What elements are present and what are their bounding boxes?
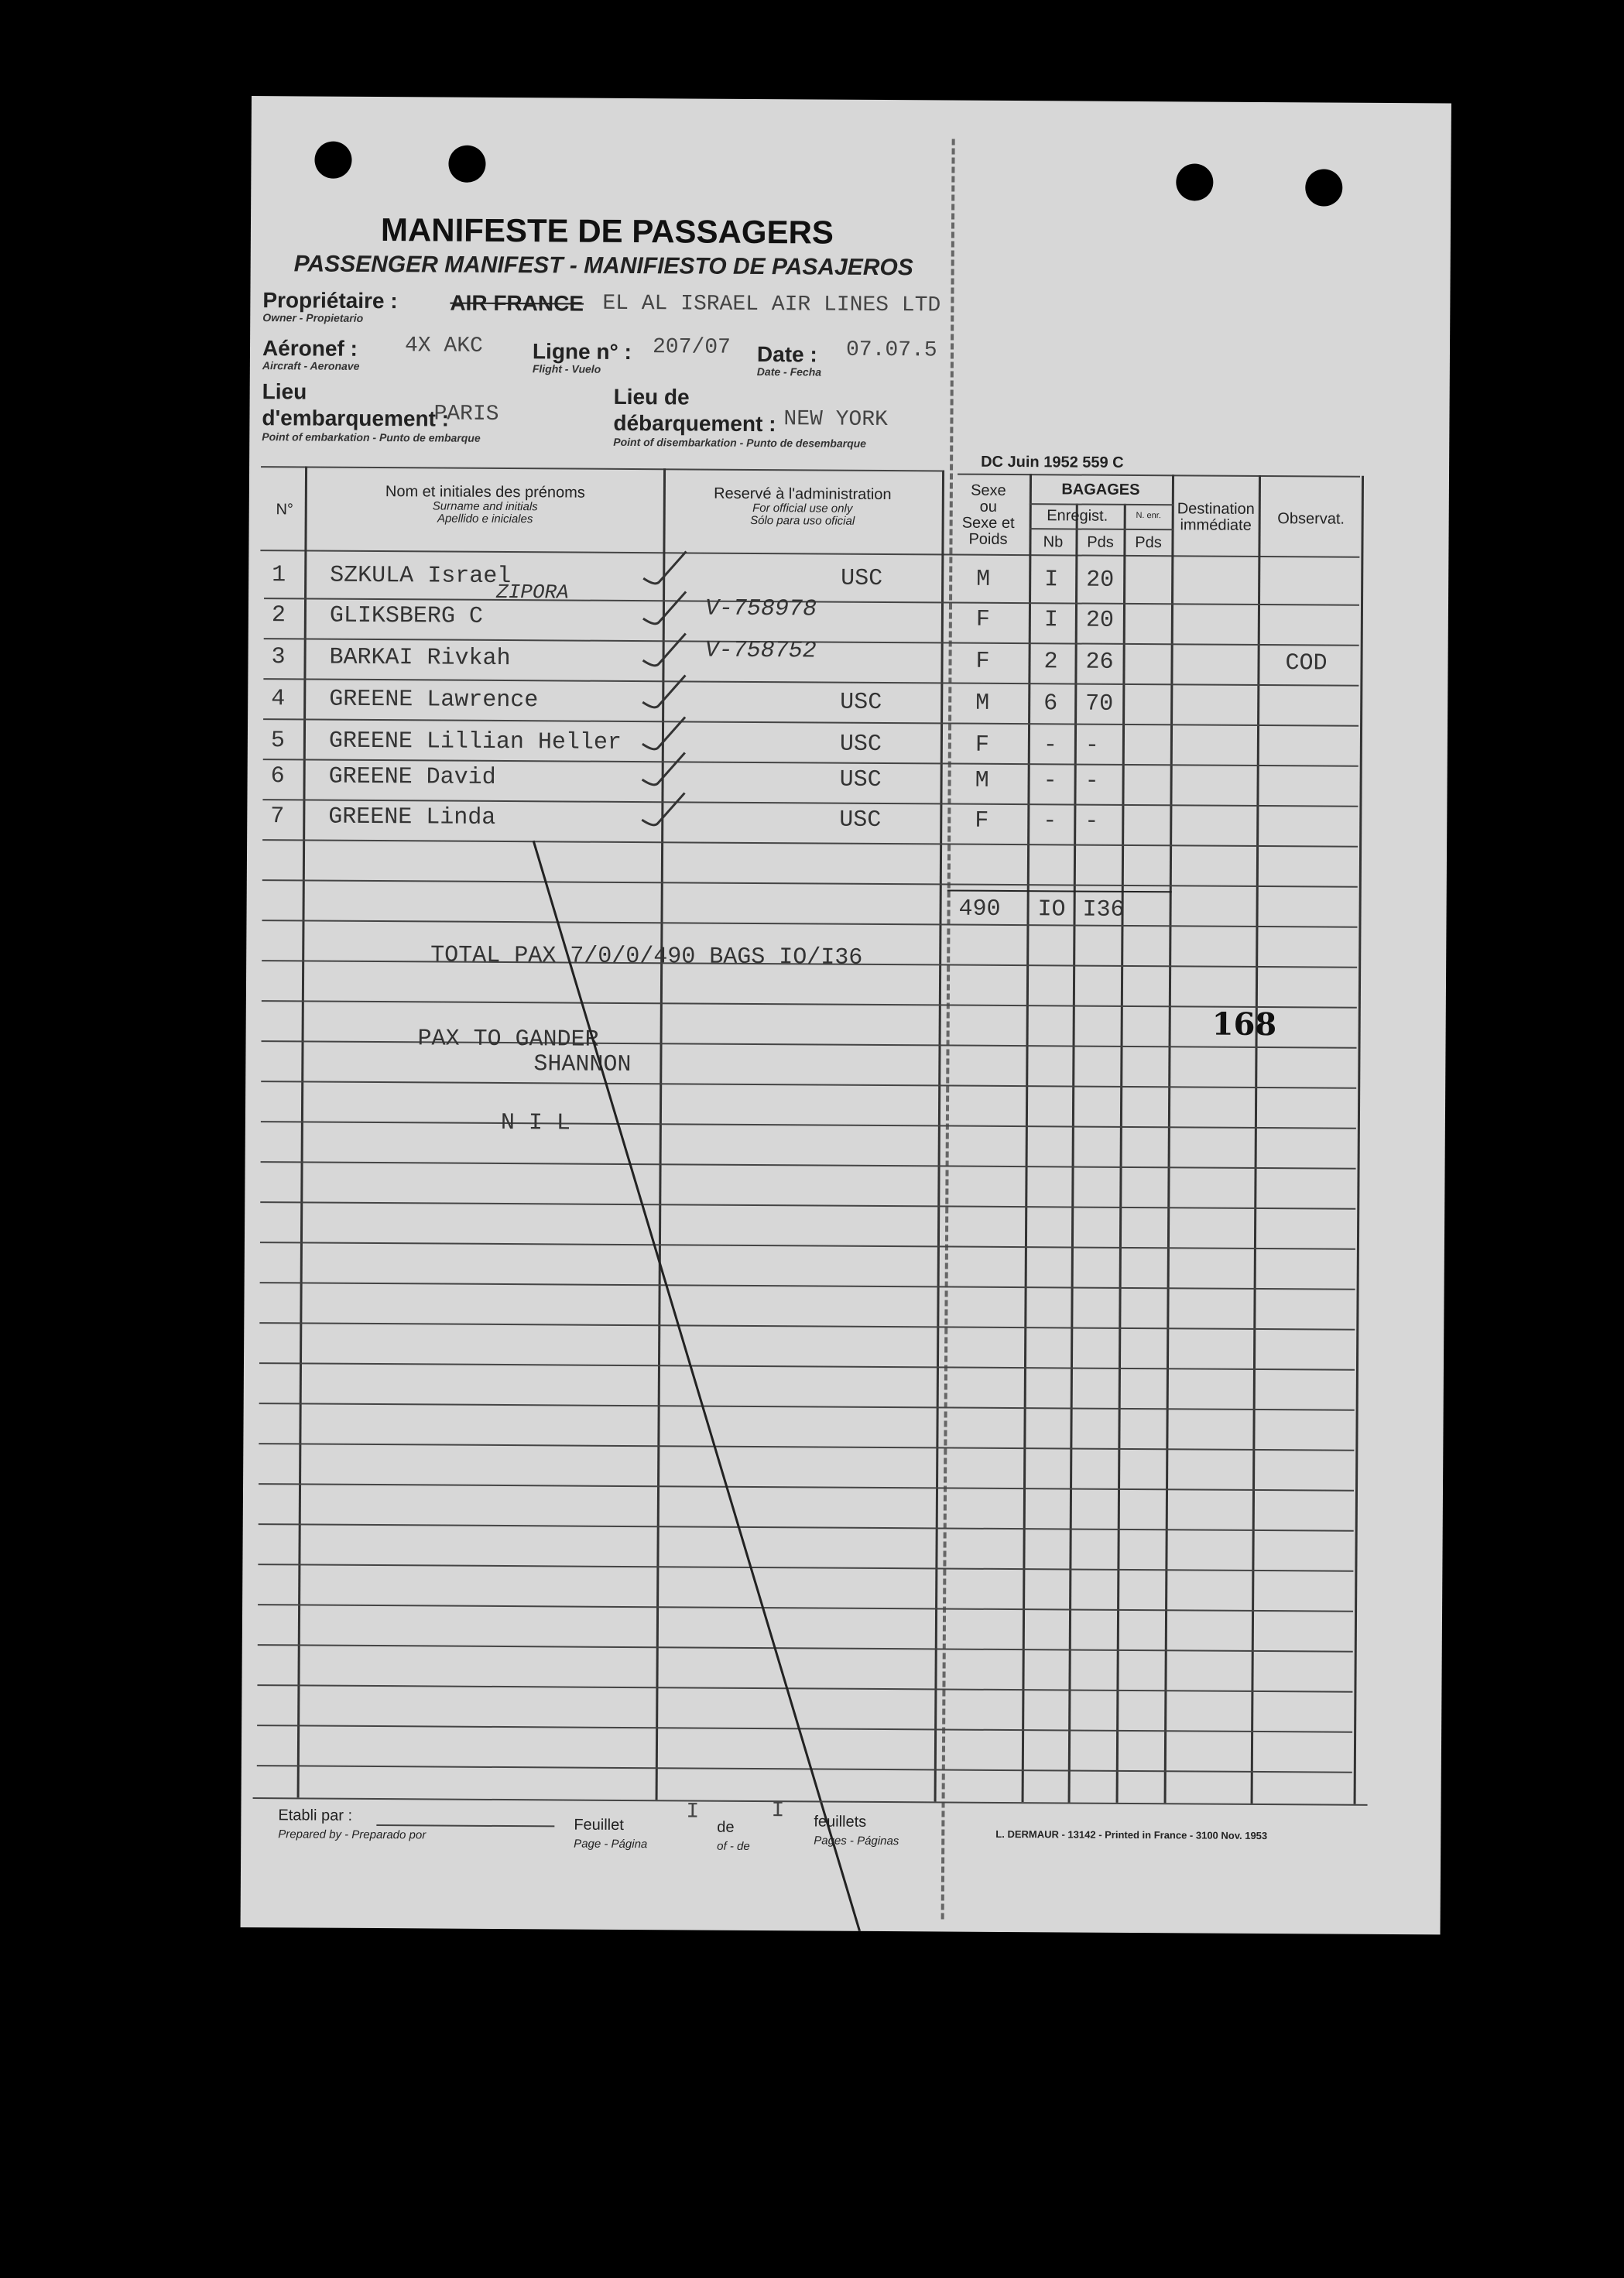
passenger-name: GREENE Lillian Heller [328,728,622,756]
owner-struck: AIR FRANCE [450,290,584,316]
passenger-name: SZKULA Israel [330,562,512,591]
row-number: 5 [270,728,286,755]
printer-info: L. DERMAUR - 13142 - Printed in France - 3100 Nov. 1953 [995,1828,1268,1842]
date-sub: Date - Fecha [756,365,822,379]
row-number: 7 [270,803,285,831]
shannon: SHANNON [533,1051,632,1079]
nil-remark: N I L [500,1109,571,1137]
sex: F [975,807,989,834]
passenger-name: GREENE David [328,763,496,791]
flight-sub: Flight - Vuelo [532,362,601,375]
admin-mark: V-758752 [704,637,817,665]
admin-mark: USC [839,807,882,834]
aircraft-sub: Aircraft - Aeronave [262,359,360,372]
admin-mark: USC [841,565,883,592]
bag-weight: - [1084,768,1099,795]
embark-value: PARIS [433,402,499,426]
total-bag-weight: I36 [1082,896,1125,923]
pages-label: feuillets Pages - Páginas [814,1813,899,1848]
date-label: Date : [756,341,817,367]
bag-count: - [1043,732,1058,759]
sex: M [975,690,990,717]
total-pax-line: TOTAL PAX 7/0/0/490 BAGS IO/I36 [430,942,863,971]
bag-weight: 20 [1085,607,1114,634]
disembark-label-2: débarquement : [613,410,776,437]
bag-count: 2 [1043,649,1058,676]
bag-weight: 26 [1085,649,1114,676]
admin-mark: USC [840,689,882,716]
passenger-name: BARKAI Rivkah [329,644,511,673]
page-label: Feuillet Page - Página [574,1816,648,1852]
form-code: DC Juin 1952 559 C [981,453,1124,471]
passenger-name: GREENE Lawrence [329,686,539,714]
col-header-sex: Sexe ou Sexe et Poids [961,481,1015,548]
manifest-sheet [241,96,1451,1934]
col-header-no: N° [276,501,294,519]
disembark-value: NEW YORK [783,407,888,433]
disembark-sub: Point of disembarkation - Punto de desembarque [613,435,867,450]
sex: M [976,566,991,593]
stamp-number: 168 [1211,1005,1277,1043]
date-value: 07.07.5 [845,337,937,363]
sex: M [975,767,989,794]
aircraft-value: 4X AKC [404,334,483,358]
bag-count: - [1043,808,1057,835]
passenger-name: GLIKSBERG C [329,602,484,630]
pax-to-gander: PAX TO GANDER [417,1026,599,1053]
row-number: 6 [270,763,285,790]
row-number: 3 [271,644,286,671]
bag-weight: 70 [1085,690,1114,718]
observation: COD [1285,650,1328,677]
bag-weight: - [1084,732,1100,759]
sex: F [975,606,991,633]
col-header-admin: Reservé à l'administration For official use only Sólo para uso oficial [714,485,892,528]
col-header-name: Nom et initiales des prénoms Surname and initials Apellido e iniciales [385,483,585,526]
row-number: 2 [271,602,286,629]
admin-mark: V-758978 [704,595,817,623]
col-header-nenr: N. enr. [1136,510,1161,521]
total-bag-count: IO [1037,896,1066,923]
sex: F [975,731,990,759]
page-number: I [686,1800,700,1824]
bag-count: I [1044,567,1059,594]
passenger-name: GREENE Linda [328,803,496,831]
bag-count: 6 [1043,690,1058,718]
col-header-enregist: Enregist. [1047,507,1108,525]
of-label: de of - de [717,1818,750,1853]
disembark-label-1: Lieu de [613,384,690,409]
bag-weight: 20 [1086,567,1115,594]
row-number: 4 [271,686,286,713]
bag-count: I [1043,607,1059,634]
page-title: MANIFESTE DE PASSAGERS [380,211,834,251]
flight-label: Ligne n° : [532,339,632,365]
col-header-destination: Destination immédiate [1177,500,1255,534]
page-total: I [771,1799,785,1824]
col-header-bagages: BAGAGES [1061,481,1140,499]
aircraft-label: Aéronef : [262,336,358,361]
col-header-nb: Nb [1043,533,1064,551]
bag-weight: - [1084,808,1099,835]
owner-sub: Owner - Propietario [262,311,364,324]
flight-value: 207/07 [652,335,731,360]
admin-mark: USC [839,731,882,758]
embark-sub: Point of embarkation - Punto de embarque [262,430,481,444]
col-header-pds2: Pds [1135,533,1162,552]
embark-label-2: d'embarquement : [262,406,450,431]
total-weight: 490 [958,896,1001,923]
owner-value: EL AL ISRAEL AIR LINES LTD [602,291,941,318]
prepared-by: Etabli par : Prepared by - Preparado por [278,1807,427,1842]
bag-count: - [1043,768,1057,795]
sex: F [975,648,990,675]
admin-mark: USC [839,766,882,793]
handwritten-first-name: ZIPORA [495,580,569,605]
row-number: 1 [272,562,286,589]
col-header-observations: Observat. [1277,510,1345,528]
diagonal-cancel-line [241,96,1451,1934]
owner-label: Propriétaire : [262,288,398,313]
embark-label-1: Lieu [262,379,307,404]
col-header-pds: Pds [1087,533,1114,551]
page-subtitle: PASSENGER MANIFEST - MANIFIESTO DE PASAJEROS [293,251,913,281]
